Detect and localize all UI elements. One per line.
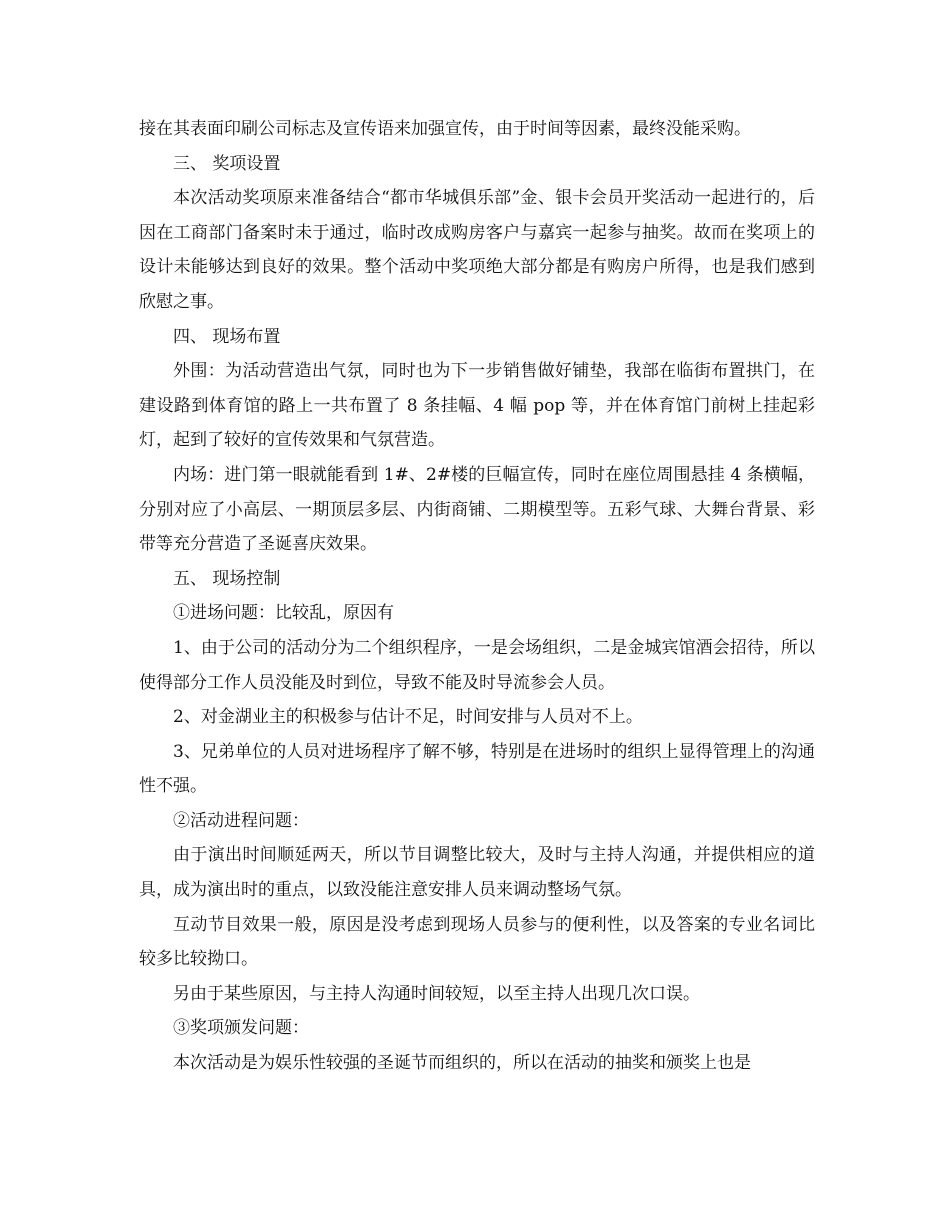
paragraph-progress-2: 互动节目效果一般，原因是没考虑到现场人员参与的便利性，以及答案的专业名词比较多比较拗口。 bbox=[139, 914, 815, 970]
paragraph-progress-1: 由于演出时间顺延两天，所以节目调整比较大，及时与主持人沟通，并提供相应的道具，成为演出时的重点，以致没能注意安排人员来调动整场气氛。 bbox=[139, 845, 815, 901]
paragraph-continuation: 接在其表面印刷公司标志及宣传语来加强宣传，由于时间等因素，最终没能采购。 bbox=[139, 119, 751, 139]
list-item-entry-3: 3、兄弟单位的人员对进场程序了解不够，特别是在进场时的组织上显得管理上的沟通性不强。 bbox=[139, 741, 815, 797]
paragraph-outdoor-layout: 外围：为活动营造出气氛，同时也为下一步销售做好铺垫，我部在临街布置拱门，在建设路到体育馆的路上一共布置了 8 条挂幅、4 幅 pop 等，并在体育馆门前树上挂起彩灯，起到了较好的宣传效果和气氛营造。 bbox=[139, 361, 815, 451]
subheading-entry-issues: ①进场问题：比较乱，原因有 bbox=[173, 603, 394, 624]
section-heading-venue-control: 五、 现场控制 bbox=[173, 568, 281, 589]
subheading-award-issues: ③奖项颁发问题： bbox=[173, 1018, 309, 1039]
subheading-progress-issues: ②活动进程问题： bbox=[173, 810, 309, 831]
section-heading-venue-layout: 四、 现场布置 bbox=[173, 326, 281, 347]
section-heading-awards: 三、 奖项设置 bbox=[173, 153, 281, 174]
paragraph-indoor-layout: 内场：进门第一眼就能看到 1#、2#楼的巨幅宣传，同时在座位周围悬挂 4 条横幅，分别对应了小高层、一期顶层多层、内街商铺、二期模型等。五彩气球、大舞台背景、彩带等充分营造了圣诞喜庆效果。 bbox=[139, 464, 815, 555]
paragraph-award-issues: 本次活动是为娱乐性较强的圣诞节而组织的，所以在活动的抽奖和颁奖上也是 bbox=[173, 1053, 751, 1074]
list-item-entry-2: 2、对金湖业主的积极参与估计不足，时间安排与人员对不上。 bbox=[173, 707, 643, 728]
list-item-entry-1: 1、由于公司的活动分为二个组织程序，一是会场组织，二是金城宾馆酒会招待，所以使得部分工作人员没能及时到位，导致不能及时导流参会人员。 bbox=[139, 637, 815, 693]
document-body bbox=[139, 112, 815, 1081]
paragraph-progress-3: 另由于某些原因，与主持人沟通时间较短，以至主持人出现几次口误。 bbox=[173, 983, 700, 1004]
paragraph-awards: 本次活动奖项原来准备结合“都市华城俱乐部”金、银卡会员开奖活动一起进行的，后因在工商部门备案时未于通过，临时改成购房客户与嘉宾一起参与抽奖。故而在奖项上的设计未能够达到良好的效果。整个活动中奖项绝大部分都是有购房户所得，也是我们感到欣慰之事。 bbox=[139, 188, 815, 312]
